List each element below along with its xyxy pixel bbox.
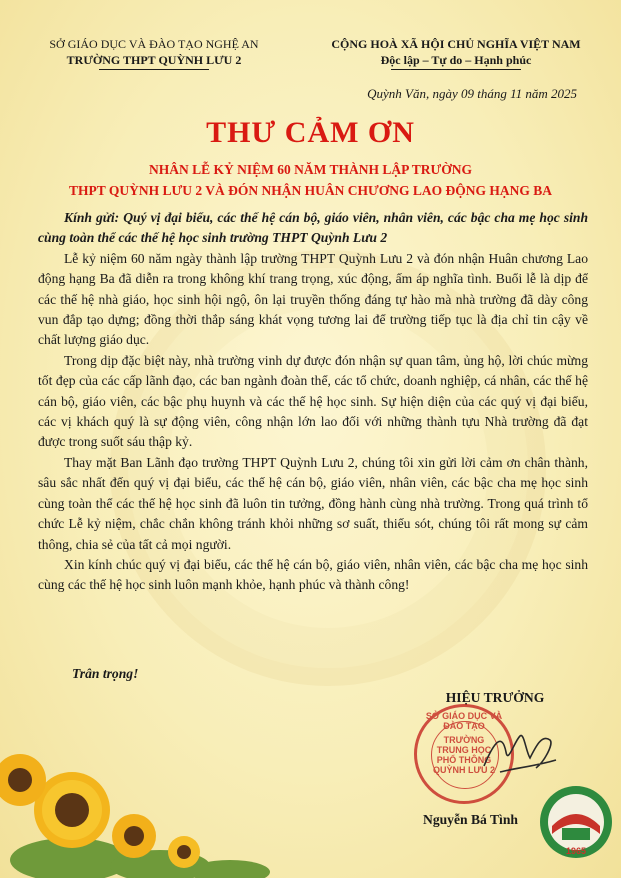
school-name: TRƯỜNG THPT QUỲNH LƯU 2	[66, 53, 242, 67]
department-name: SỞ GIÁO DỤC VÀ ĐÀO TẠO NGHỆ AN	[49, 37, 259, 51]
paragraph-2: Trong dịp đặc biệt này, nhà trường vinh dự được đón nhận sự quan tâm, ủng hộ, lời chúc mừng tốt đẹp của các cấp lãnh đạo, các ban ngành đoàn thể, các tổ chức, doanh nghiệp, cá nhân, các thế hệ cán bộ, giáo viên, các bậc phụ huynh và các thế hệ học sinh. Sự hiện diện của các quý vị đại biểu, các vị khách quý là sự động viên, công nhận lớn lao đối với những thành tựu Nhà trường đã đạt được trong suốt sáu thập kỷ.	[38, 352, 588, 450]
sunflower-3	[112, 814, 156, 858]
subtitle-line-2: THPT QUỲNH LƯU 2 VÀ ĐÓN NHẬN HUÂN CHƯƠNG LAO ĐỘNG HẠNG BA	[68, 183, 552, 198]
salutation-recipients: Quý vị đại biểu, các thế hệ cán bộ, giáo viên, nhân viên, các bậc cha mẹ học sinh cùng toàn thể các thế hệ học sinh trường THPT Quỳnh Lưu 2	[38, 210, 589, 246]
seal-line-1: TRƯỜNG	[443, 735, 485, 745]
signer-role: HIỆU TRƯỞNG	[445, 690, 545, 705]
handwritten-signature	[480, 722, 560, 782]
header-underline	[99, 69, 209, 70]
seal-line-3: PHỔ THÔNG	[436, 755, 492, 765]
letter-title: THƯ CẢM ƠN	[206, 116, 415, 149]
paragraph-4: Xin kính chúc quý vị đại biểu, các thế hệ cán bộ, giáo viên, nhân viên, các bậc cha mẹ học sinh cùng các thế hệ học sinh luôn mạnh khỏe, hạnh phúc và thành công!	[38, 556, 588, 593]
place-date: Quỳnh Văn, ngày 09 tháng 11 năm 2025	[367, 86, 577, 101]
seal-line-4: QUỲNH LƯU 2	[433, 765, 495, 775]
letter-body	[38, 208, 588, 596]
logo-year: 1965	[565, 846, 587, 856]
closing-phrase: Trân trọng!	[72, 666, 139, 681]
issuer-header	[14, 36, 294, 70]
sunflower-decoration	[0, 740, 280, 878]
national-motto: Độc lập – Tự do – Hạnh phúc	[380, 53, 532, 67]
seal-ring-text: SỞ GIÁO DỤC VÀ ĐÀO TẠO	[425, 711, 503, 731]
motto-underline	[391, 69, 521, 70]
seal-line-2: TRUNG HỌC	[436, 745, 492, 755]
school-logo	[538, 784, 614, 860]
paragraph-3: Thay mặt Ban Lãnh đạo trường THPT Quỳnh Lưu 2, chúng tôi xin gửi lời cảm ơn chân thành, sâu sắc nhất đến quý vị đại biểu, các thế hệ cán bộ, giáo viên, nhân viên, các bậc cha mẹ học sinh cùng toàn thể các thế hệ học sinh đã luôn tin tưởng, đồng hành cùng nhà trường. Trong quá trình tổ chức Lễ kỷ niệm, chắc chắn không tránh khỏi những sơ suất, thiếu sót, chúng tôi rất mong sự cảm thông, chia sẻ của tất cả mọi người.	[38, 454, 588, 552]
sunflower-4	[168, 836, 200, 868]
salutation	[38, 208, 588, 249]
paragraph-1: Lễ kỷ niệm 60 năm ngày thành lập trường THPT Quỳnh Lưu 2 và đón nhận Huân chương Lao động hạng Ba đã diễn ra trong không khí trang trọng, xúc động, ấm áp nghĩa tình. Buổi lễ là dịp để các thế hệ nhà giáo, học sinh hội ngộ, ôn lại truyền thống đáng tự hào mà nhà trường đã dày công vun đắp tạo dựng; đồng thời thắp sáng khát vọng tương lai để trường tiếp tục là địa chỉ tin cậy về chất lượng giáo dục.	[38, 250, 588, 348]
national-header	[300, 36, 612, 70]
signer-name: Nguyễn Bá Tình	[423, 812, 518, 827]
subtitle-line-1: NHÂN LỄ KỶ NIỆM 60 NĂM THÀNH LẬP TRƯỜNG	[148, 162, 473, 177]
salutation-label: Kính gửi:	[64, 210, 120, 225]
nation-name: CỘNG HOÀ XÃ HỘI CHỦ NGHĨA VIỆT NAM	[331, 37, 581, 51]
